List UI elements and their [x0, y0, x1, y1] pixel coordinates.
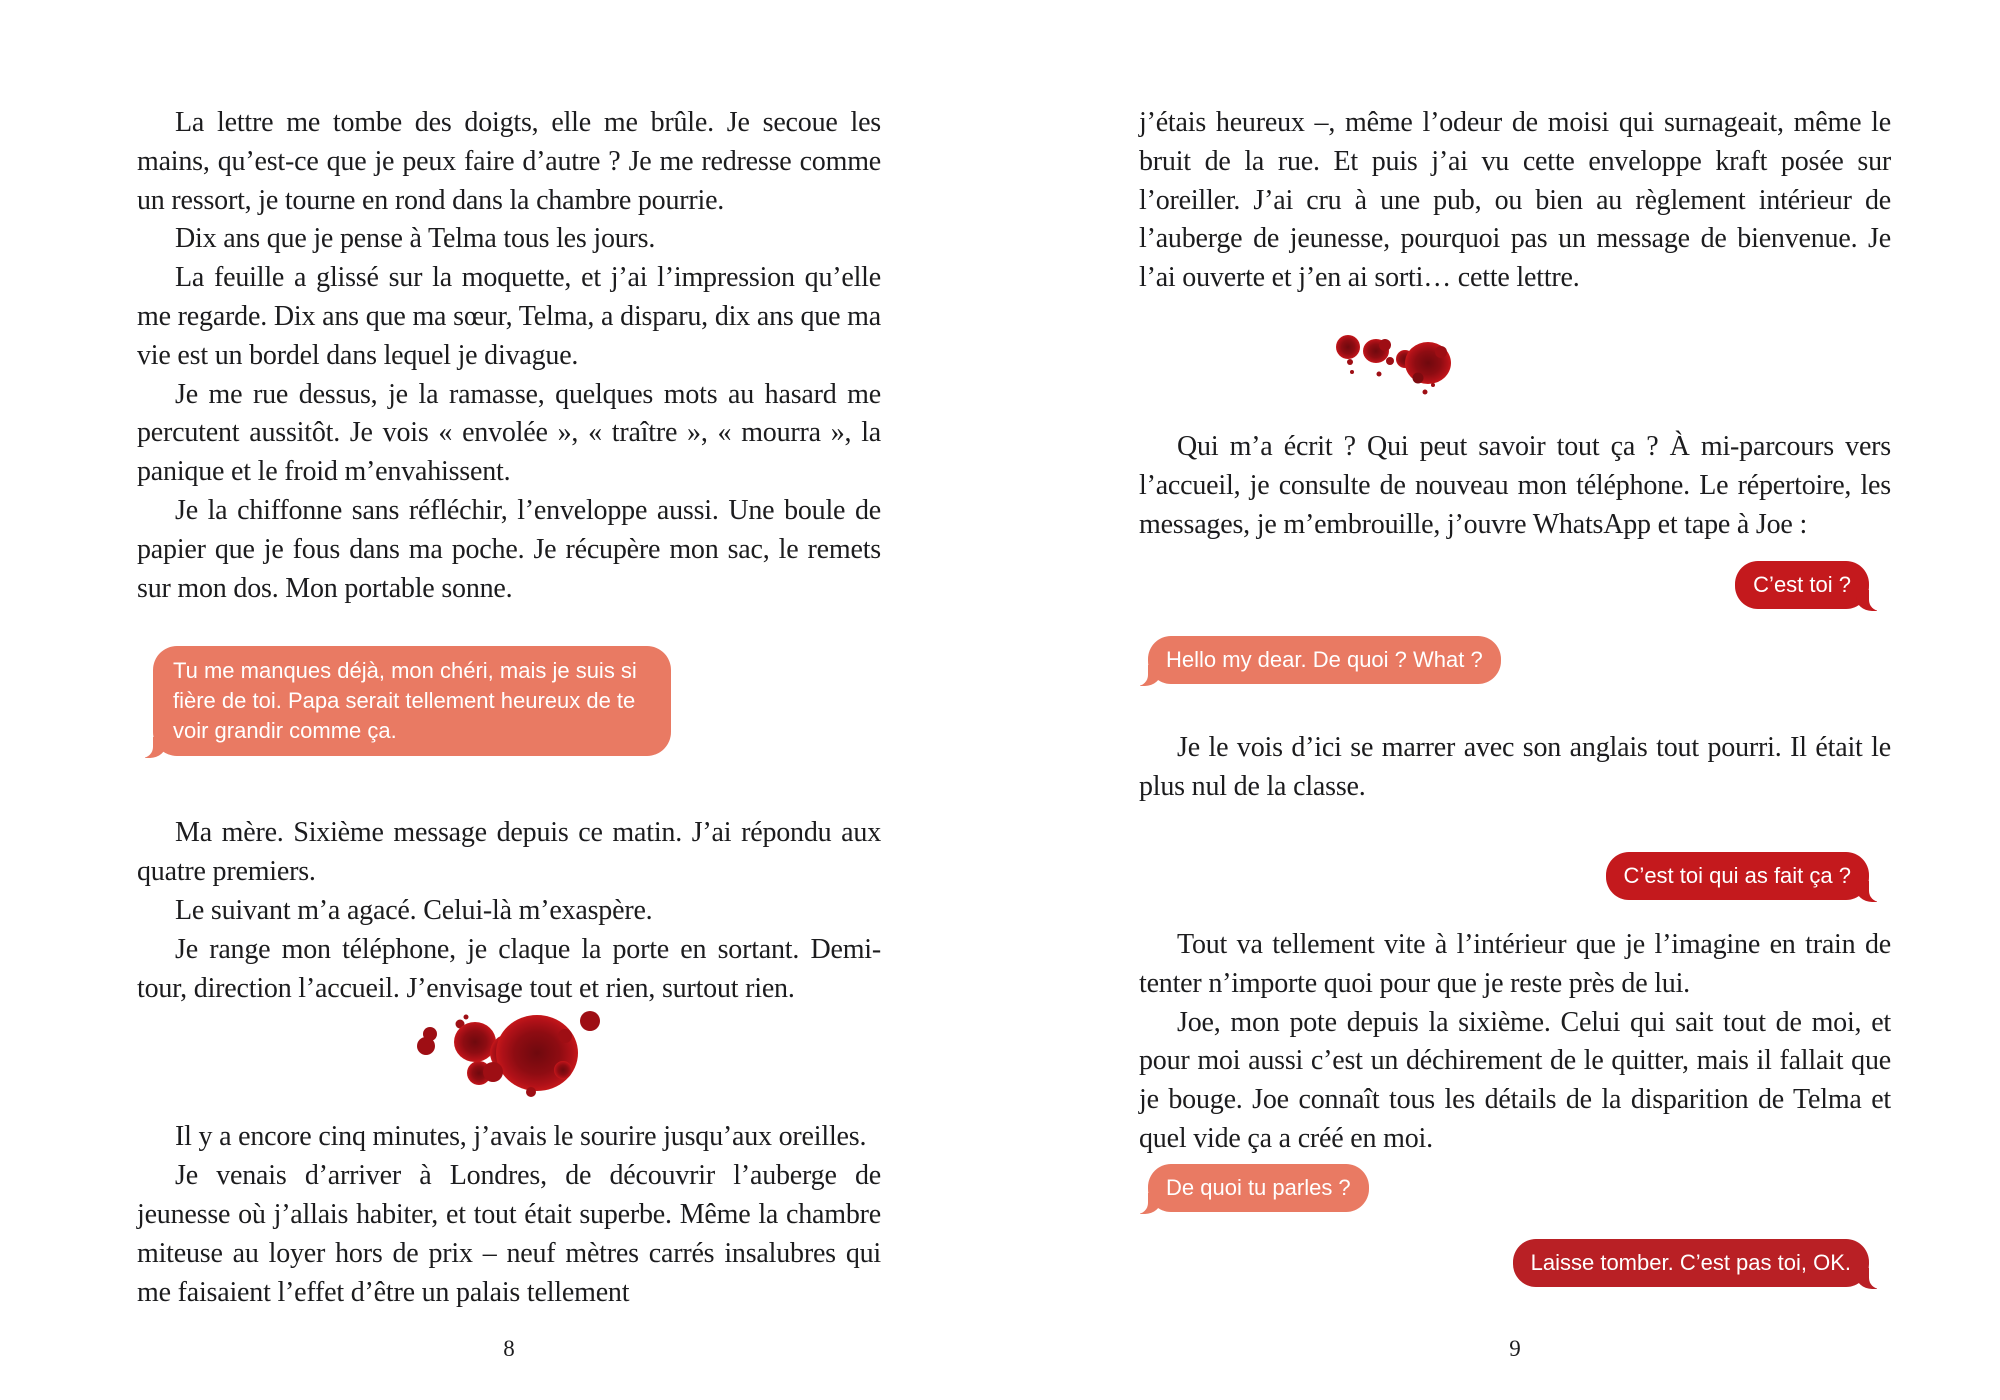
chat-message-received	[137, 646, 881, 756]
page-number: 8	[503, 1336, 515, 1361]
chat-message-received	[1139, 1164, 1891, 1212]
body-paragraph: Le suivant m’a agacé. Celui-là m’exaspère.	[175, 894, 653, 926]
chat-message-sent	[1139, 561, 1891, 609]
body-paragraph: j’étais heureux –, même l’odeur de moisi qui surnageait, même le bruit de la rue. Et puis j’ai vu cette enveloppe kraft posée sur l’oreiller. J’ai cru à une pub, ou bien au règlement intérieur de l’auberge de jeunesse, pourquoi pas un message de bienvenue. Je l’ai ouverte et j’en ai sorti… cette lettre.	[1139, 107, 1891, 294]
chat-bubble-sent: C’est toi ?	[1735, 561, 1869, 609]
chat-message-sent	[1139, 852, 1891, 900]
blood-splatter-large	[413, 1008, 881, 1118]
body-paragraph: Tout va tellement vite à l’intérieur que je l’imagine en train de tenter n’importe quoi pour que je reste près de lui.	[1139, 928, 1891, 999]
body-paragraph: Ma mère. Sixième message depuis ce matin. J’ai répondu aux quatre premiers.	[137, 817, 881, 888]
body-paragraph: Il y a encore cinq minutes, j’avais le sourire jusqu’aux oreilles.	[175, 1121, 867, 1153]
chat-bubble-received: De quoi tu parles ?	[1148, 1164, 1369, 1212]
chat-bubble-sent: Laisse tomber. C’est pas toi, OK.	[1513, 1239, 1869, 1287]
page-right	[1139, 0, 1891, 1400]
chat-message-received	[1139, 636, 1891, 684]
chat-bubble-received: Hello my dear. De quoi ? What ?	[1148, 636, 1501, 684]
body-paragraph: Je venais d’arriver à Londres, de découvrir l’auberge de jeunesse où j’allais habiter, et tout était superbe. Même la chambre miteuse au loyer hors de prix – neuf mètres carrés insalubres qui me faisaient l’effet d’être un palais tellement	[137, 1160, 881, 1308]
body-paragraph: Je range mon téléphone, je claque la porte en sortant. Demi-tour, direction l’accueil. J’envisage tout et rien, surtout rien.	[137, 933, 881, 1004]
chat-bubble-received: Tu me manques déjà, mon chéri, mais je suis si fière de toi. Papa serait tellement heureux de te voir grandir comme ça.	[153, 646, 671, 756]
page-number: 9	[1509, 1336, 1521, 1361]
chat-bubble-sent: C’est toi qui as fait ça ?	[1606, 852, 1869, 900]
blood-splatter-icon	[413, 1008, 643, 1118]
page-left	[137, 0, 881, 1400]
body-paragraph: La feuille a glissé sur la moquette, et j’ai l’impression qu’elle me regarde. Dix ans que ma sœur, Telma, a disparu, dix ans que ma vie est un bordel dans lequel je divague.	[137, 262, 881, 371]
chat-message-sent	[1139, 1239, 1891, 1287]
body-paragraph: Je me rue dessus, je la ramasse, quelques mots au hasard me percutent aussitôt. Je vois « envolée », « traître », « mourra », la panique et le froid m’envahissent.	[137, 378, 881, 488]
body-paragraph: La lettre me tombe des doigts, elle me brûle. Je secoue les mains, qu’est-ce que je peux faire d’autre ? Je me redresse comme un ressort, je tourne en rond dans la chambre pourrie.	[137, 107, 881, 216]
page-left-text-block	[137, 0, 881, 1312]
body-paragraph: Dix ans que je pense à Telma tous les jours.	[175, 223, 656, 255]
body-paragraph: Je la chiffonne sans réfléchir, l’enveloppe aussi. Une boule de papier que je fous dans ma poche. Je récupère mon sac, le remets sur mon dos. Mon portable sonne.	[137, 494, 881, 604]
body-paragraph: Joe, mon pote depuis la sixième. Celui qui sait tout de moi, et pour moi aussi c’est un déchirement de le quitter, mais il fallait que je bouge. Joe connaît tous les détails de la disparition de Telma et quel vide ça a créé en moi.	[1139, 1006, 1891, 1154]
body-paragraph: Je le vois d’ici se marrer avec son anglais tout pourri. Il était le plus nul de la classe.	[1139, 732, 1891, 803]
blood-splatter-small	[1332, 332, 1891, 402]
blood-splatter-icon	[1332, 332, 1452, 402]
page-right-text-block	[1139, 0, 1891, 1287]
body-paragraph: Qui m’a écrit ? Qui peut savoir tout ça ? À mi-parcours vers l’accueil, je consulte de nouveau mon téléphone. Le répertoire, les messages, je m’embrouille, j’ouvre WhatsApp et tape à Joe :	[1139, 430, 1891, 540]
